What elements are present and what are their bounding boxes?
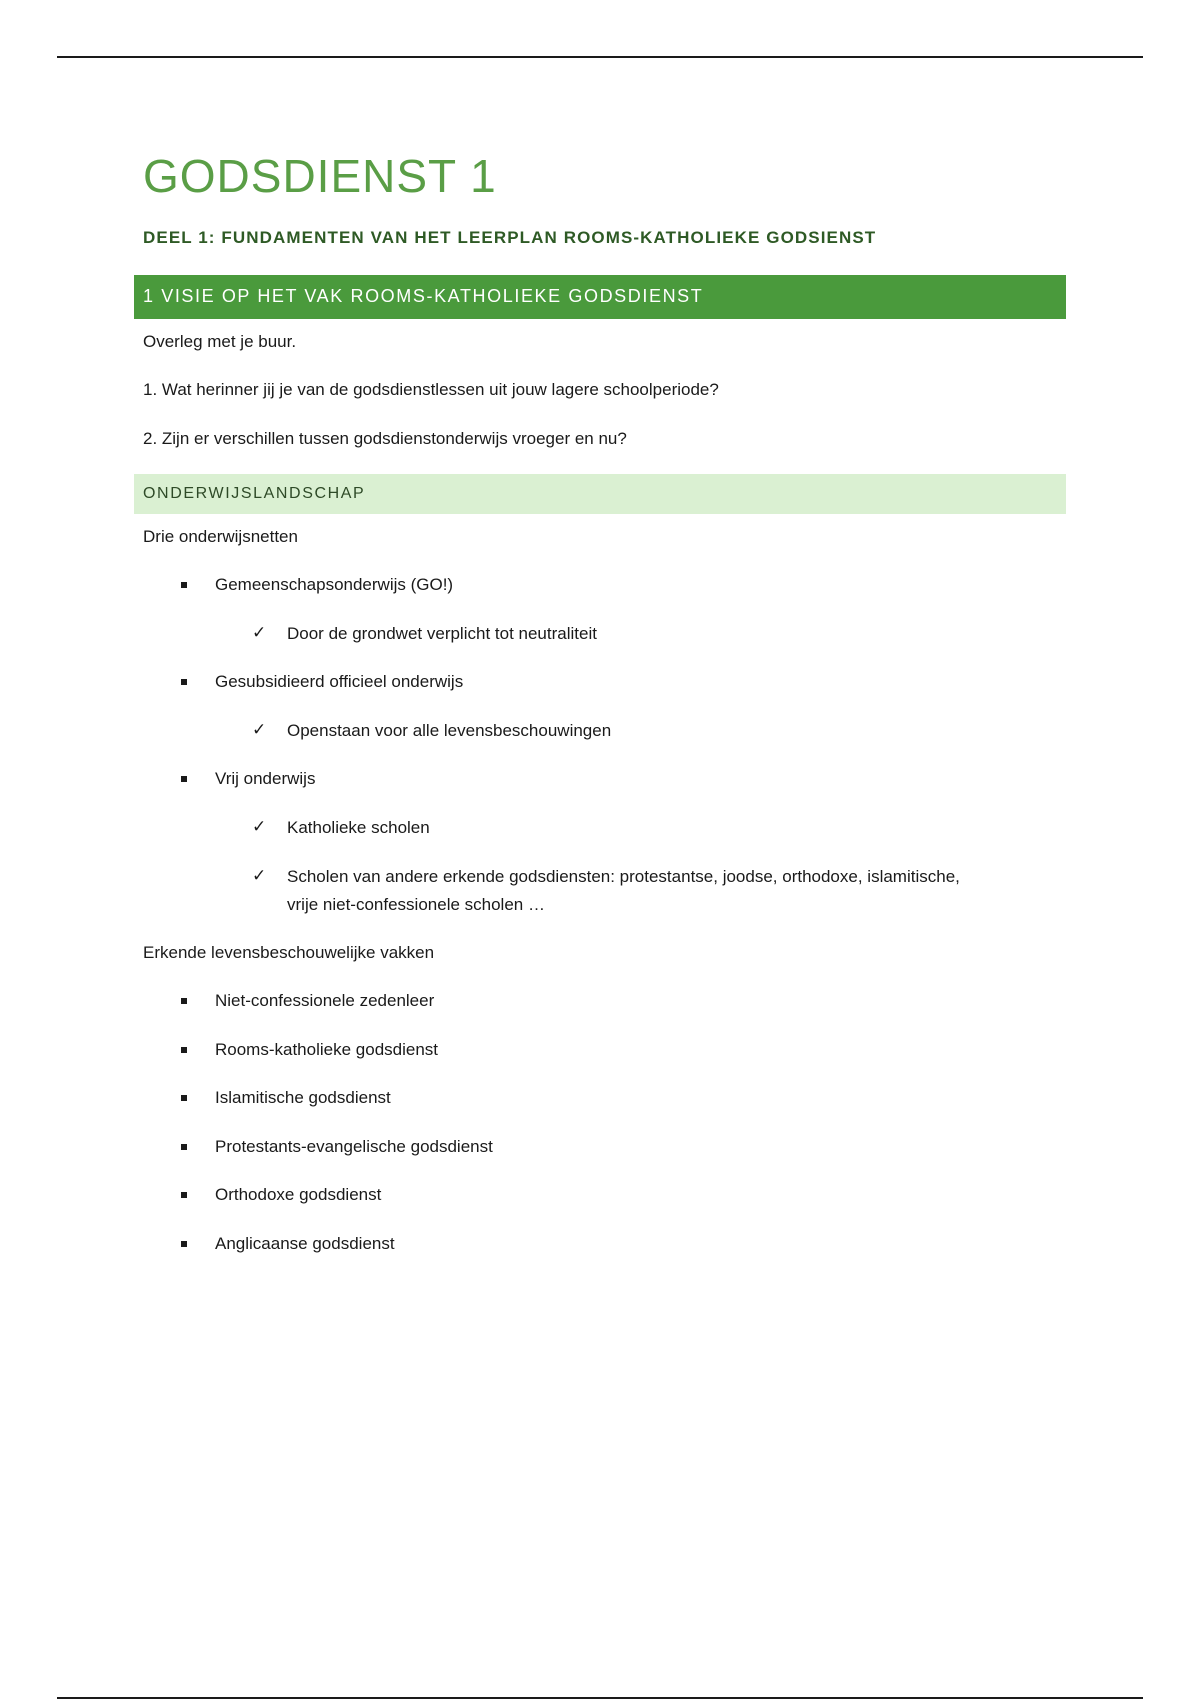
bullet-icon bbox=[181, 679, 187, 685]
document-subtitle: DEEL 1: FUNDAMENTEN VAN HET LEERPLAN ROOMS-KATHOLIEKE GODSIENST bbox=[143, 228, 877, 247]
section-heading-visie bbox=[134, 275, 1066, 319]
checkmark-icon: ✓ bbox=[252, 720, 267, 739]
list-item-subject: Orthodoxe godsdienst bbox=[215, 1185, 382, 1204]
list-item-net-1: Gemeenschapsonderwijs (GO!) bbox=[215, 575, 454, 594]
list-item-net-1-sub: Door de grondwet verplicht tot neutraliteit bbox=[287, 624, 597, 643]
bullet-icon bbox=[181, 1047, 187, 1053]
document-title: GODSDIENST 1 bbox=[143, 150, 497, 202]
section-heading-onderwijslandschap bbox=[134, 474, 1066, 514]
bullet-icon bbox=[181, 1241, 187, 1247]
section-heading-visie-text: 1 VISIE OP HET VAK ROOMS-KATHOLIEKE GODSDIENST bbox=[143, 286, 704, 306]
list-item-net-3-sub-1: Katholieke scholen bbox=[287, 818, 430, 837]
bullet-icon bbox=[181, 1192, 187, 1198]
list-item-subject: Anglicaanse godsdienst bbox=[215, 1234, 395, 1253]
bullet-icon bbox=[181, 998, 187, 1004]
checkmark-icon: ✓ bbox=[252, 623, 267, 642]
bullet-icon bbox=[181, 1144, 187, 1150]
bullet-icon bbox=[181, 1095, 187, 1101]
checkmark-icon: ✓ bbox=[252, 817, 267, 836]
list-item-net-3-sub-2-line-2: vrije niet-confessionele scholen … bbox=[287, 895, 545, 914]
list-item-net-3-sub-2-line-1: Scholen van andere erkende godsdiensten: protestantse, joodse, orthodoxe, islamitische, bbox=[287, 867, 960, 886]
bullet-icon bbox=[181, 776, 187, 782]
header-rule bbox=[57, 56, 1143, 58]
list-item-net-2-sub: Openstaan voor alle levensbeschouwingen bbox=[287, 721, 612, 740]
question-2: 2. Zijn er verschillen tussen godsdienstonderwijs vroeger en nu? bbox=[143, 429, 627, 448]
list-item-subject: Protestants-evangelische godsdienst bbox=[215, 1137, 493, 1156]
list-item-net-2: Gesubsidieerd officieel onderwijs bbox=[215, 672, 464, 691]
footer-rule bbox=[57, 1697, 1143, 1699]
subjects-intro: Erkende levensbeschouwelijke vakken bbox=[143, 943, 435, 962]
list-item-net-3: Vrij onderwijs bbox=[215, 769, 316, 788]
bullet-icon bbox=[181, 582, 187, 588]
section-heading-onderwijslandschap-text: ONDERWIJSLANDSCHAP bbox=[143, 485, 366, 502]
list-item-subject: Islamitische godsdienst bbox=[215, 1088, 391, 1107]
checkmark-icon: ✓ bbox=[252, 866, 267, 885]
question-1: 1. Wat herinner jij je van de godsdienstlessen uit jouw lagere schoolperiode? bbox=[143, 380, 719, 399]
intro-text: Overleg met je buur. bbox=[143, 332, 297, 351]
nets-intro: Drie onderwijsnetten bbox=[143, 527, 298, 546]
list-item-subject: Niet-confessionele zedenleer bbox=[215, 991, 435, 1010]
list-item-subject: Rooms-katholieke godsdienst bbox=[215, 1040, 439, 1059]
